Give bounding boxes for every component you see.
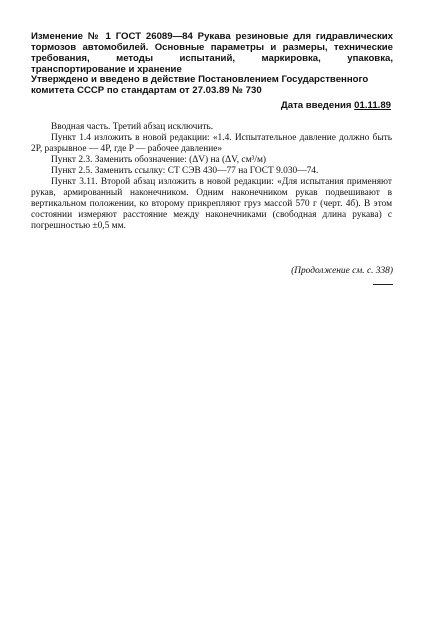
effective-date-value: 01.11.89	[354, 100, 391, 111]
continuation-note: (Продолжение см. с. 338)	[291, 266, 393, 276]
paragraph-item-3-11: Пункт 3.11. Второй абзац изложить в новой редакции: «Для испытания применяют рукав, армированный наконечником. Одним наконечником рукав подвешивают в вертикальном положении, ко второму прикрепляют груз массой 570 г (черт. 4б). В этом состоянии измеряют расстояние между наконечниками (свободная длина рукава) с погрешностью ±0,5 мм.	[31, 177, 392, 231]
approval-statement: Утверждено и введено в действие Постановлением Государственного комитета СССР по стандартам от 27.03.89 № 730	[31, 74, 369, 96]
effective-date-label: Дата введения	[280, 100, 352, 111]
effective-date	[281, 100, 391, 111]
paragraph-item-2-5: Пункт 2.5. Заменить ссылку: СТ СЭВ 430—77 на ГОСТ 9.030—74.	[51, 166, 319, 176]
page-end-dash	[373, 284, 393, 285]
paragraph-item-1-4: Пункт 1.4 изложить в новой редакции: «1.4. Испытательное давление должно быть 2P, разрывное — 4P, где P — рабочее давление»	[31, 133, 392, 154]
change-notice-title: Изменение № 1 ГОСТ 26089—84 Рукава резиновые для гидравлических тормозов автомобилей. Основные параметры и размеры, технические требования, методы испытаний, маркировка, упаковка, транспортирование и хранение	[31, 31, 393, 75]
amendment-body	[31, 122, 392, 232]
paragraph-item-2-3: Пункт 2.3. Заменить обозначение: (ΔV) на (ΔV, см³/м)	[51, 155, 266, 165]
paragraph-intro: Вводная часть. Третий абзац исключить.	[51, 122, 214, 132]
